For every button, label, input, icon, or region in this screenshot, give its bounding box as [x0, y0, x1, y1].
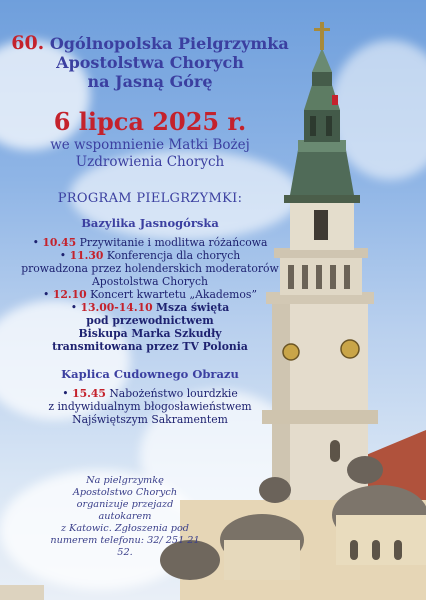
venue-chapel: Kaplica Cudownego Obrazu	[61, 367, 239, 381]
list-item: • 15.45 Nabożeństwo lourdzkie z indywidualnym błogosławieństwem Najświętszym Sakramentem	[48, 387, 252, 426]
venue-chapel-items	[0, 387, 300, 426]
dedication-line-1: we wspomnienie Matki Bożej	[50, 137, 250, 153]
list-item: • 13.00-14.10 Msza święta pod przewodnictwem Biskupa Marka Szkudły transmitowana przez TV Polonia	[52, 301, 248, 353]
title-line-1: Ogólnopolska Pielgrzymka	[49, 34, 289, 53]
edition-number: 60.	[11, 32, 45, 54]
list-item: • 11.30 Konferencja dla chorych prowadzona przez holenderskich moderatorów Apostolstwa Chorych	[21, 249, 279, 288]
event-date: 6 lipca 2025 r.	[53, 107, 247, 136]
dedication-line-2: Uzdrowienia Chorych	[75, 154, 225, 170]
transport-note: Na pielgrzymkę Apostolstwo Chorych organizuje przejazd autokarem z Katowic. Zgłoszenia pod numerem telefonu: 32/ 251 21 52.	[50, 475, 200, 558]
venue-basilica-items	[0, 236, 300, 353]
title-line-2: Apostolstwa Chorych	[56, 53, 244, 72]
title-line-3: na Jasną Górę	[87, 72, 213, 91]
list-item: • 12.10 Koncert kwartetu „Akademos”	[43, 288, 257, 301]
venue-basilica: Bazylika Jasnogórska	[81, 216, 219, 230]
event-title	[0, 34, 300, 91]
program-heading: PROGRAM PIELGRZYMKI:	[57, 191, 243, 206]
list-item: • 10.45 Przywitanie i modlitwa różańcowa	[32, 236, 268, 249]
